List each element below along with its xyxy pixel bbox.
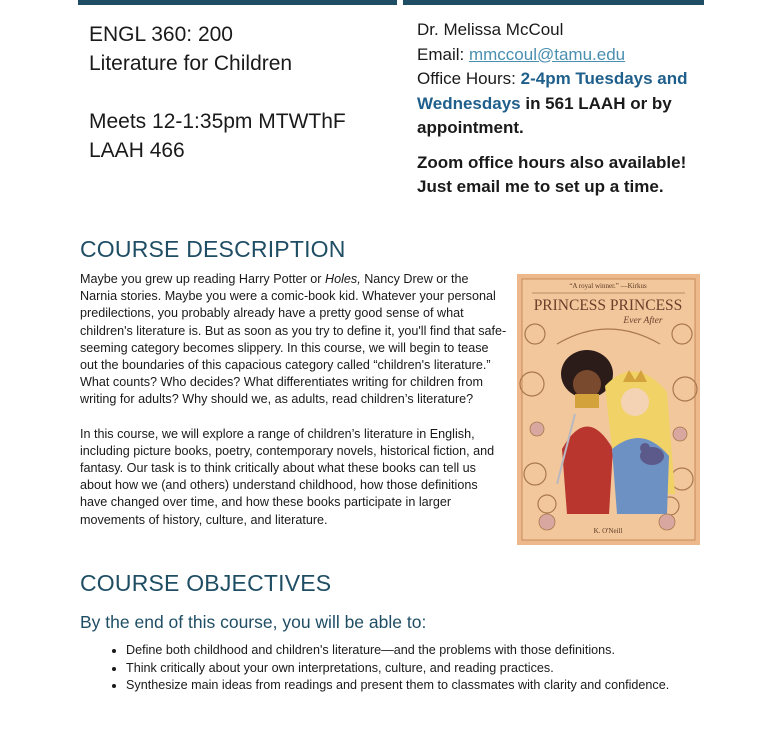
desc-p1-italic: Holes, <box>325 272 361 286</box>
top-rule-left <box>78 0 397 5</box>
description-paragraph-2: In this course, we will explore a range of children’s literature in English, including picture books, poetry, contemporary novels, historical fiction, and fantasy. Our task is to think critically about what these books can tell us about how we (and others) understand childhood, how those definitions have changed over time, and how these books participate in larger movements of history, culture, and literature. <box>80 426 495 527</box>
objectives-subheading: By the end of this course, you will be able to: <box>80 612 427 632</box>
meeting-room: LAAH 466 <box>89 139 185 162</box>
course-title: Literature for Children <box>89 52 293 75</box>
objective-item: • Think critically about your own interpretations, culture, and reading practices. <box>126 660 686 678</box>
instructor-name: Dr. Melissa McCoul <box>417 20 564 39</box>
course-code: ENGL 360: 200 <box>89 23 233 46</box>
zoom-note: Zoom office hours also available! Just email me to set up a time. <box>417 152 687 196</box>
email-label: Email: <box>417 44 469 64</box>
office-hours-label: Office Hours: <box>417 69 521 88</box>
top-rule-right <box>403 0 704 5</box>
description-paragraph-1 <box>80 271 508 409</box>
course-objectives-heading: COURSE OBJECTIVES <box>80 570 332 596</box>
meeting-time: Meets 12-1:35pm MTWThF <box>89 110 346 133</box>
objective-item: • Synthesize main ideas from readings and present them to classmates with clarity and confidence. <box>126 677 686 695</box>
cover-quote: “A royal winner.” —Kirkus <box>569 282 647 290</box>
course-info <box>89 20 346 165</box>
objectives-list <box>98 642 686 695</box>
cover-author: K. O'Neill <box>593 527 623 535</box>
cover-title: PRINCESS PRINCESS <box>533 297 683 314</box>
desc-p1-part-b: Nancy Drew or the Narnia stories. Maybe you were a comic-book kid. Whatever your personal predilections, you probably already have a pretty good sense of what children's literature is. But as soon as you try to define it, you'll find that safe-seeming category becomes slippery. In this course, we will begin to tease out the boundaries of this capacious category called “children's literature.” What counts? Who decides? What differentiates writing for children from writing for adults? Why should we, as adults, read children’s literature? <box>80 272 507 407</box>
objective-item: • Define both childhood and children's literature—and the problems with those definitions. <box>126 642 686 660</box>
course-description <box>80 271 508 546</box>
instructor-info <box>417 18 707 200</box>
book-cover-image <box>517 274 700 545</box>
course-description-heading: COURSE DESCRIPTION <box>80 236 346 262</box>
email-line <box>417 43 707 68</box>
office-hours <box>417 67 707 141</box>
email-link[interactable]: mmccoul@tamu.edu <box>468 44 626 64</box>
cover-subtitle: Ever After <box>623 316 663 326</box>
office-hours-location: in 561 LAAH or by appointment. <box>417 93 672 137</box>
office-hours-time: 2-4pm Tuesdays and Wednesdays <box>417 69 688 113</box>
desc-p1-part-a: Maybe you grew up reading Harry Potter or <box>80 272 325 286</box>
